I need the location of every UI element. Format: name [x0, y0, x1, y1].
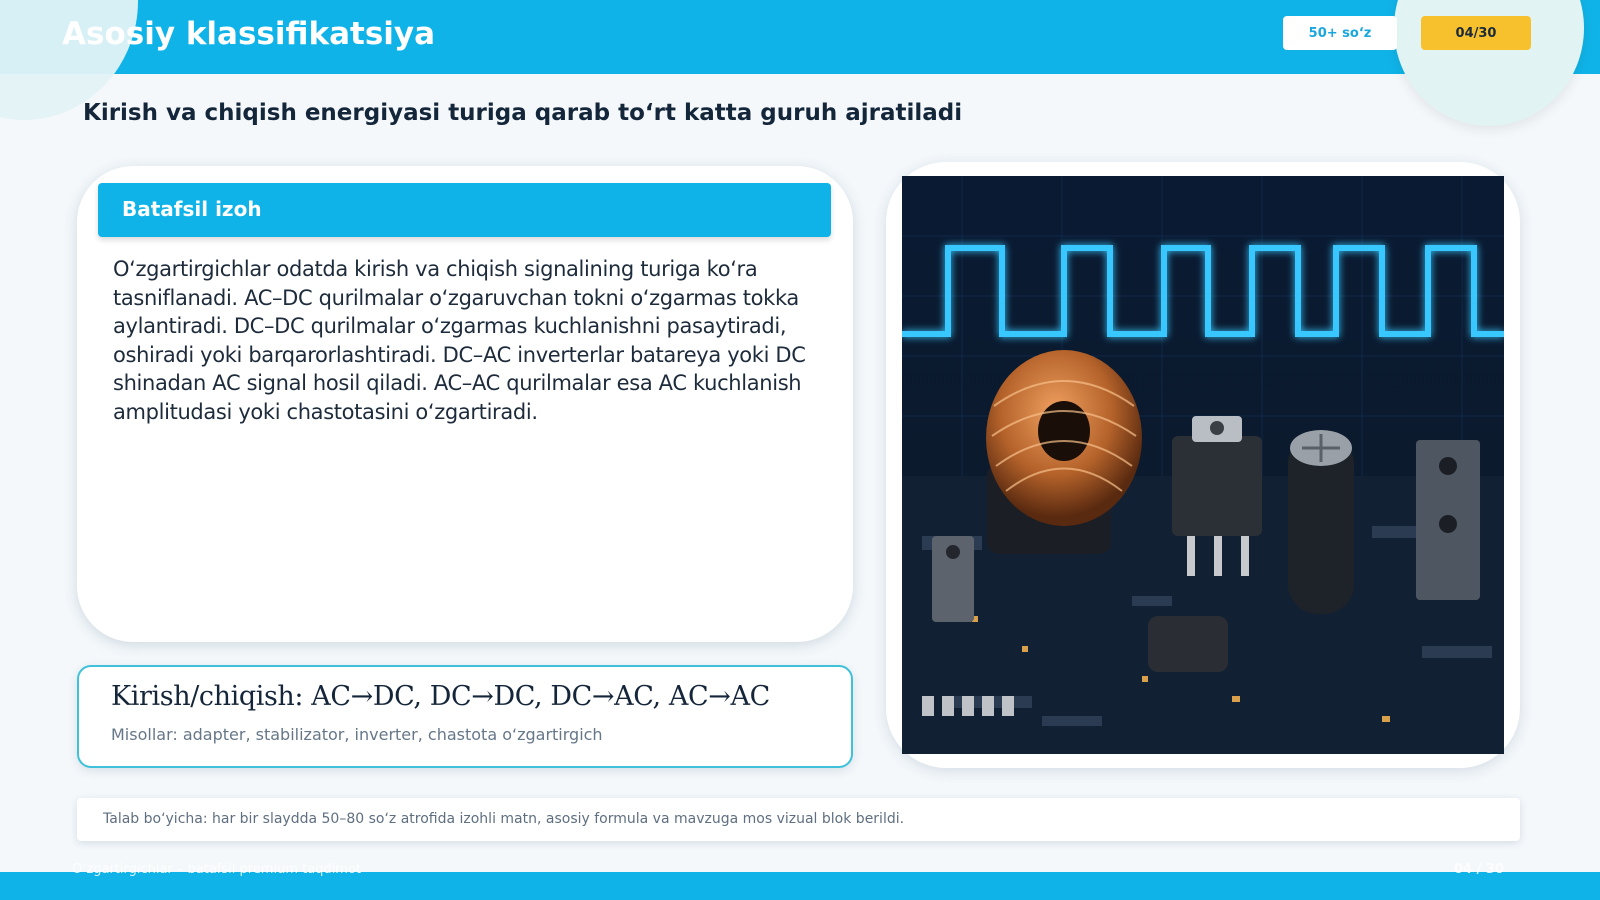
- explanation-card-heading: Batafsil izoh: [122, 197, 262, 221]
- footer-title: O‘zgartirgichlar – batafsil premium taqdimot: [72, 862, 362, 877]
- slide-title: Asosiy klassifikatsiya: [62, 16, 436, 52]
- formula-card: [77, 665, 853, 768]
- circuit-board-image: [902, 176, 1504, 754]
- formula-text: Kirish/chiqish: AC→DC, DC→DC, DC→AC, AC→AC: [111, 681, 770, 712]
- footer-page-number: 04 / 30: [1454, 862, 1504, 877]
- slide-subtitle: Kirish va chiqish energiyasi turiga qarab to‘rt katta guruh ajratiladi: [83, 100, 963, 126]
- note-text: Talab bo‘yicha: har bir slaydda 50–80 so‘z atrofida izohli matn, asosiy formula va mavzuga mos vizual blok berildi.: [103, 811, 905, 827]
- explanation-text: O‘zgartirgichlar odatda kirish va chiqish signalining turiga ko‘ra tasniflanadi. AC–DC qurilmalar o‘zgaruvchan tokni o‘zgarmas tokka aylantiradi. DC–DC qurilmalar o‘zgarmas kuchlanishni pasaytiradi, oshiradi yoki barqarorlashtiradi. DC–AC inverterlar batareya yoki DC shinadan AC signal hosil qiladi. AC–AC qurilmalar esa AC kuchlanish amplitudasi yoki chastotasini o‘zgartiradi.: [113, 257, 806, 424]
- note-bar: [77, 798, 1520, 841]
- word-count-badge: 50+ so‘z: [1283, 16, 1397, 50]
- circuit-board-illustration: [902, 176, 1504, 754]
- power-transistor: [1172, 436, 1262, 536]
- page-number-badge: 04/30: [1421, 16, 1531, 50]
- formula-examples: Misollar: adapter, stabilizator, inverter, chastota o‘zgartirgich: [111, 725, 603, 744]
- explanation-card-header: [98, 183, 831, 237]
